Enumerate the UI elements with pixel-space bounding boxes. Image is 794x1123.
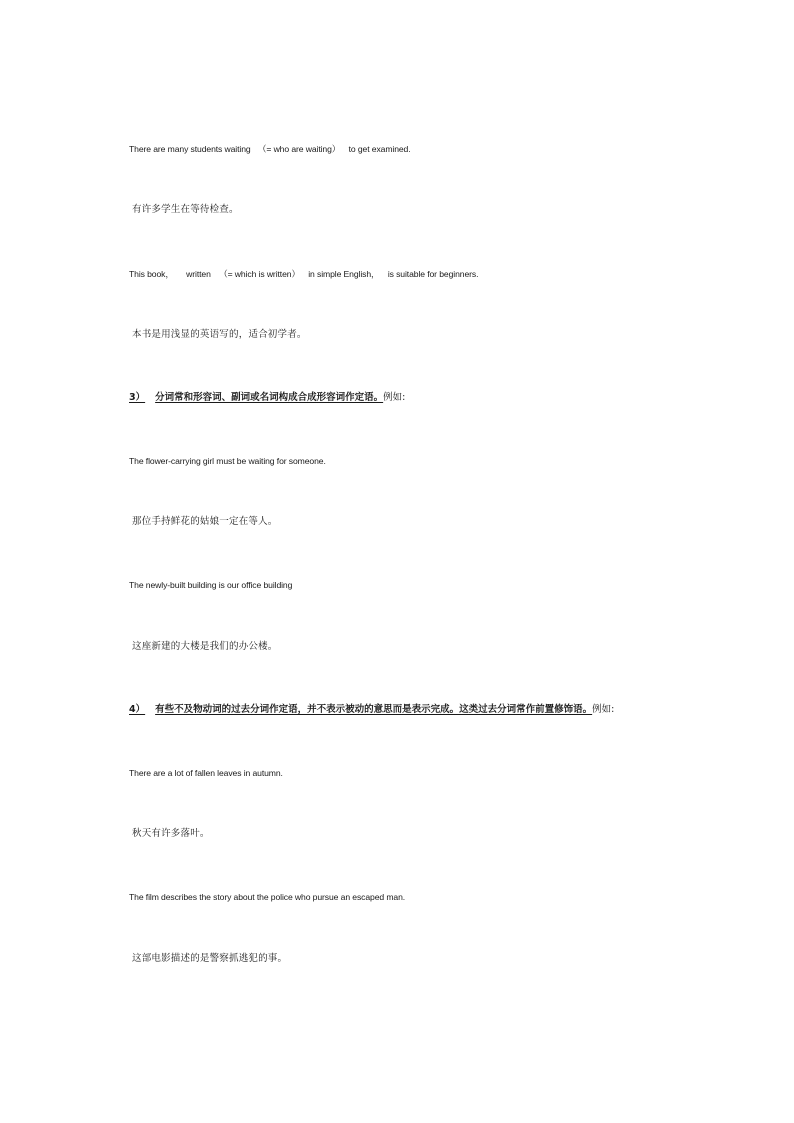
sentence-part: This book， [129,269,174,279]
heading-text: 有些不及物动词的过去分词作定语，并不表示被动的意思而是表示完成。这类过去分词常作前置修饰语。 [155,704,593,715]
sentence-english-3: The flower-carrying girl must be waiting for someone. [129,456,326,466]
sentence-part: to get examined. [348,144,411,154]
sentence-part: in simple English， [308,269,380,279]
sentence-chinese-5: 秋天有许多落叶。 [132,828,210,839]
sentence-chinese-6: 这部电影描述的是警察抓逃犯的事。 [132,953,288,964]
heading-text: 分词常和形容词、副词或名词构成合成形容词作定语。 [155,392,384,403]
heading-number: 4） [129,704,146,715]
sentence-english-1 [129,143,411,155]
sentence-part: （= which is written） [219,269,300,279]
heading-tail: 例如: [383,392,406,403]
heading-tail: 例如: [592,704,615,715]
sentence-english-4: The newly-built building is our office building [129,580,293,590]
sentence-english-5: There are a lot of fallen leaves in autumn. [129,768,283,778]
section-heading-3 [129,392,405,404]
sentence-chinese-1: 有许多学生在等待检查。 [132,204,239,215]
sentence-chinese-3: 那位手持鲜花的姑娘一定在等人。 [132,516,278,527]
sentence-chinese-4: 这座新建的大楼是我们的办公楼。 [132,641,278,652]
heading-number: 3） [129,392,146,403]
sentence-part: is suitable for beginners. [387,269,479,279]
sentence-english-6: The film describes the story about the police who pursue an escaped man. [129,892,406,902]
sentence-part: written [186,269,211,279]
section-heading-4 [129,704,614,716]
sentence-english-2 [129,268,478,280]
sentence-part: （= who are waiting） [257,144,341,154]
sentence-part: There are many students waiting [129,144,251,154]
sentence-chinese-2: 本书是用浅显的英语写的，适合初学者。 [132,329,307,340]
